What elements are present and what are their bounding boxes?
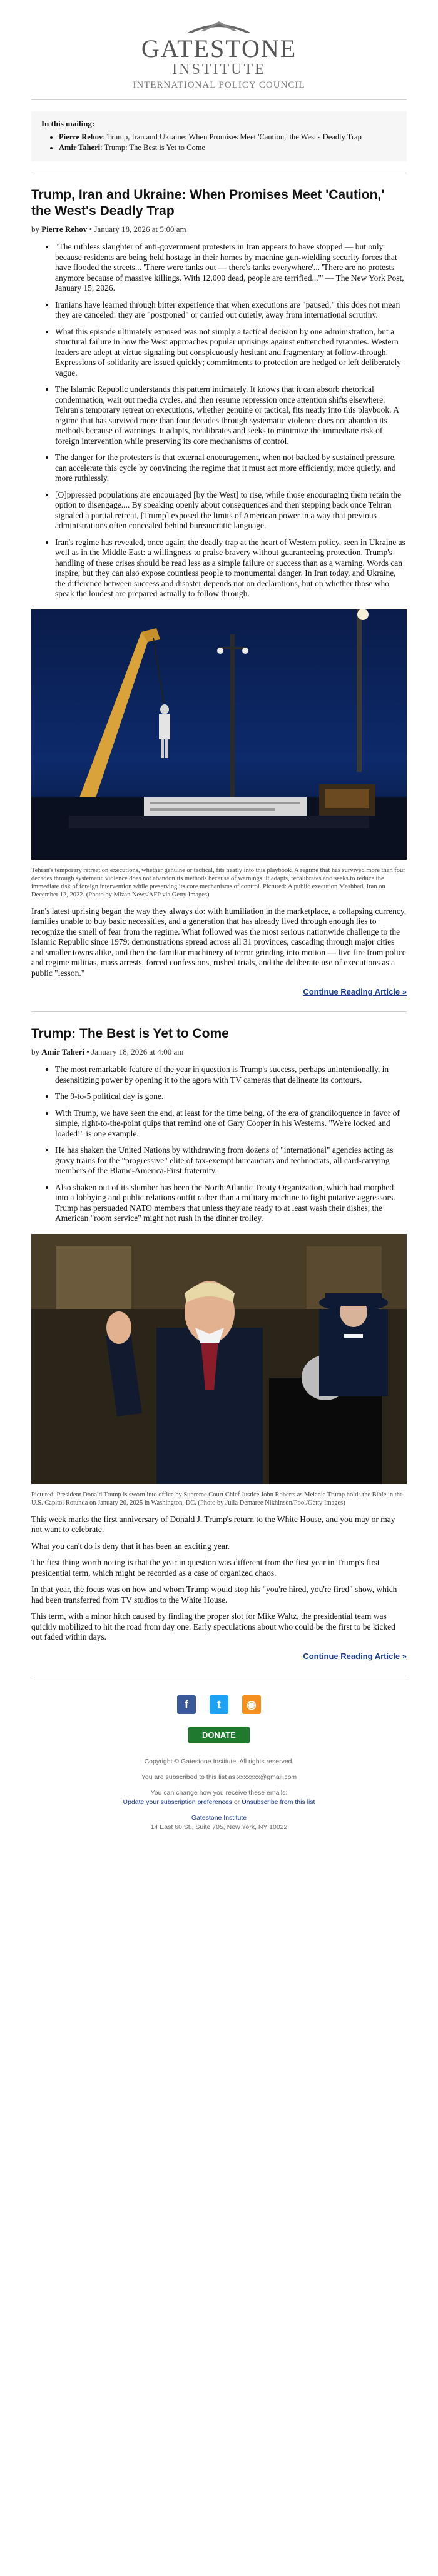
article-photo-inauguration xyxy=(31,1234,407,1487)
execution-photo-icon xyxy=(31,609,407,860)
footer xyxy=(31,1676,407,1847)
byline-date: January 18, 2026 at 4:00 am xyxy=(91,1047,184,1056)
continue-reading-link[interactable] xyxy=(31,1651,407,1661)
bullet-item: • Iranians have learned through bitter experience that when executions are "paused," this does not mean they are canceled: they are "postponed" or carried out quietly, away from international scrutiny. xyxy=(55,300,407,321)
subscription-notice: You are subscribed to this list as xxxxxxx@gmail.com xyxy=(141,1773,297,1781)
bullet-item: • What this episode ultimately exposed was not simply a tactical decision by one administration, but a structural failure in how the West approaches popular uprisings against entrenched tyrannies. Western leaders are adept at virtue signaling but conspicuously hesitant and fragmentary at follow-through. Expressions of solidarity are issued quickly; commitments to protection are hedged or left deliberately vague. xyxy=(55,327,407,379)
article-paragraph: The first thing worth noting is that the year in question was different from the first year in Trump's first presidential term, which might be recorded as a case of organized chaos. xyxy=(31,1558,380,1578)
bullet-item: • Also shaken out of its slumber has been the North Atlantic Treaty Organization, which had morphed into a lobbying and public relations outfit rather than a military machine to fight putative aggressors. Trump has persuaded NATO members that unless they are ready to at least wash their dishes, the American "room service" might not rush in the dinner trolley. xyxy=(55,1183,407,1224)
mailing-heading: In this mailing: xyxy=(41,119,95,128)
brand-tagline: INTERNATIONAL POLICY COUNCIL xyxy=(133,80,305,90)
byline xyxy=(31,1047,407,1057)
mailing-item-author: Amir Taheri xyxy=(59,143,101,152)
bullet-item: • The most remarkable feature of the year in question is Trump's success, perhaps unintentionally, in desensitizing power by opening it to the agora with TV cameras that delineate its contours. xyxy=(55,1065,407,1085)
article-paragraph: This week marks the first anniversary of Donald J. Trump's return to the White House, and you may or may not want to celebrate. xyxy=(31,1514,395,1534)
update-preferences-link[interactable]: Update your subscription preferences xyxy=(123,1798,233,1806)
social-links xyxy=(31,1695,407,1714)
article-bullets xyxy=(31,1065,407,1224)
article-paragraph: This term, with a minor hitch caused by finding the proper slot for Mike Waltz, the presidential team was quickly mobilized to hit the road from day one. Early speculations about who could be the first to be kicked out faded within days. xyxy=(31,1611,395,1641)
article-paragraph: What you can't do is deny that it has been an exciting year. xyxy=(31,1541,230,1551)
or-text: or xyxy=(232,1798,242,1806)
gatestone-logo-icon xyxy=(181,18,257,35)
byline-by: by xyxy=(31,224,39,234)
brand-subtitle: INSTITUTE xyxy=(172,61,266,78)
continue-reading-anchor[interactable]: Continue Reading Article » xyxy=(303,987,407,996)
mailing-item-title: : Trump, Iran and Ukraine: When Promises Meet 'Caution,' the West's Deadly Trap xyxy=(103,133,362,141)
byline-author[interactable]: Amir Taheri xyxy=(41,1047,84,1056)
preferences-row xyxy=(31,1798,407,1807)
photo-caption: Pictured: President Donald Trump is sworn into office by Supreme Court Chief Justice John Roberts as Melania Trump holds the Bible in the U.S. Capitol Rotunda on January 20, 2025 in Washington, DC. (Photo by Julia Demaree Nikhinson/Pool/Getty Images) xyxy=(31,1491,403,1506)
bullet-item: • With Trump, we have seen the end, at least for the time being, of the era of grandiloquence in favor of simple, right-to-the-point quips that remind one of Gary Cooper in his Westerns. "We're locked and loaded!" is one example. xyxy=(55,1108,407,1140)
mailing-summary xyxy=(31,111,407,161)
mailing-item-title: : Trump: The Best is Yet to Come xyxy=(100,143,205,152)
bullet-item: • [O]ppressed populations are encouraged [by the West] to rise, while those encouraging them retain the option to disengage.... By speaking openly about consequences and then stepping back once Tehran signaled a partial retreat, [Trump] exposed the limits of American power in a way that previous administrations often concealed behind bureaucratic language. xyxy=(55,490,407,531)
byline xyxy=(31,224,407,234)
mailing-item[interactable] xyxy=(59,143,397,153)
bullet-item: • The danger for the protesters is that external encouragement, when not backed by sustained pressure, can accelerate this cycle by convincing the regime that it must act more efficiently, more quietly, and more ruthlessly. xyxy=(55,453,407,484)
footer-fineprint xyxy=(31,1757,407,1847)
unsubscribe-link[interactable]: Unsubscribe from this list xyxy=(242,1798,315,1806)
rss-icon[interactable]: ◉ xyxy=(242,1695,261,1714)
byline-author[interactable]: Pierre Rehov xyxy=(41,224,88,234)
byline-separator: • xyxy=(86,1047,89,1056)
donate-button[interactable]: DONATE xyxy=(188,1727,250,1743)
bullet-item: • Iran's regime has revealed, once again, the deadly trap at the heart of Western policy, seen in Ukraine as well as in the Middle East: a willingness to praise bravery without guaranteeing protection. Trump's handling of these crises should be read less as a simple failure or success than as a warning. Words can inspire, but they can also expose countless people to monumental danger. In Iran today, and Ukraine, the difference between success and disaster depends not on declarations, but on whether those who speak the loudest are prepared actually to follow through. xyxy=(55,538,407,599)
bullet-item: • The Islamic Republic understands this pattern intimately. It knows that it can absorb rhetorical condemnation, wait out media cycles, and then resume repression once attention shifts elsewhere. Tehran's temporary retreat on executions, whether genuine or tactical, fits neatly into this playbook. A regime that has survived more than four decades through systematic violence does not abandon its methods because of warnings. It adapts, recalibrates and seeks to minimize the immediate risk of foreign intervention while preserving its core mechanisms of control. xyxy=(55,384,407,446)
continue-reading-link[interactable] xyxy=(31,987,407,996)
article-taheri xyxy=(31,1011,407,1661)
org-address: 14 East 60 St., Suite 705, New York, NY 10022 xyxy=(150,1823,288,1831)
org-name xyxy=(31,1813,407,1823)
article-paragraph: In that year, the focus was on how and whom Trump would stop his "you're hired, you're fired" show, which had been transferred from TV studios to the White House. xyxy=(31,1585,397,1605)
change-notice: You can change how you receive these emails: xyxy=(150,1788,288,1797)
masthead xyxy=(31,0,407,100)
byline-date: January 18, 2026 at 5:00 am xyxy=(94,224,186,234)
mailing-item[interactable] xyxy=(59,133,397,142)
article-bullets xyxy=(31,242,407,599)
facebook-icon[interactable]: f xyxy=(177,1695,196,1714)
byline-separator: • xyxy=(89,224,93,234)
byline-by: by xyxy=(31,1047,39,1056)
article-title[interactable]: Trump, Iran and Ukraine: When Promises Meet 'Caution,' the West's Deadly Trap xyxy=(31,188,385,218)
twitter-icon[interactable]: t xyxy=(210,1695,228,1714)
bullet-item: • "The ruthless slaughter of anti-government protesters in Iran appears to have stopped — but only because residents are being held hostage in their homes by machine gun-wielding security forces that have flooded the streets... 'There were tanks out — there's tanks everywhere'... 'There are no protests anymore because of massive killings. With 12,000 dead, people are terrified...'" — The New York Post, January 15, 2026. xyxy=(55,242,407,294)
article-photo-execution xyxy=(31,609,407,863)
newsletter xyxy=(31,0,407,1847)
mailing-item-author: Pierre Rehov xyxy=(59,133,103,141)
article-title[interactable]: Trump: The Best is Yet to Come xyxy=(31,1026,229,1041)
article-body: Iran's latest uprising began the way they always do: with humiliation in the marketplace, a collapsing currency, families unable to buy basic necessities, and a generation that has already lived through enough lies to recognize the smell of fear from the regime. What followed was the most serious nationwide challenge to the Islamic Republic since 1979: demonstrations spread across all 31 provinces, cascading through major cities and smaller towns alike, and then the familiar machinery of terror grinding into motion — live fire from police and regime militias, mass arrests, forced confessions, rushed trials, and the deliberate use of executions as a public "lesson." xyxy=(31,906,407,978)
bullet-item: • He has shaken the United Nations by withdrawing from dozens of "international" agencies acting as gravy trains for the "progressive" elite of tax-exempt bureaucrats and technocrats, all card-carrying members of the Blame-America-First fraternity. xyxy=(55,1145,407,1176)
continue-reading-anchor[interactable]: Continue Reading Article » xyxy=(303,1651,407,1661)
brand-name: GATESTONE xyxy=(141,34,297,63)
inauguration-photo-icon xyxy=(31,1234,407,1484)
copyright: Copyright © Gatestone Institute. All rights reserved. xyxy=(144,1757,294,1765)
article-rehov xyxy=(31,173,407,996)
bullet-item: • The 9-to-5 political day is gone. xyxy=(55,1091,407,1102)
mailing-list xyxy=(41,133,397,153)
photo-caption: Tehran's temporary retreat on executions, whether genuine or tactical, fits neatly into this playbook. A regime that has survived more than four decades through systematic violence does not abandon its methods because of warnings. It adapts, recalibrates and seeks to reduce the immediate risk of foreign intervention while preserving its core mechanisms of control. Pictured: A public execution Mashhad, Iran on December 12, 2022. (Photo by Mizan News/AFP via Getty Images) xyxy=(31,866,405,898)
org-link[interactable]: Gatestone Institute xyxy=(191,1813,247,1822)
